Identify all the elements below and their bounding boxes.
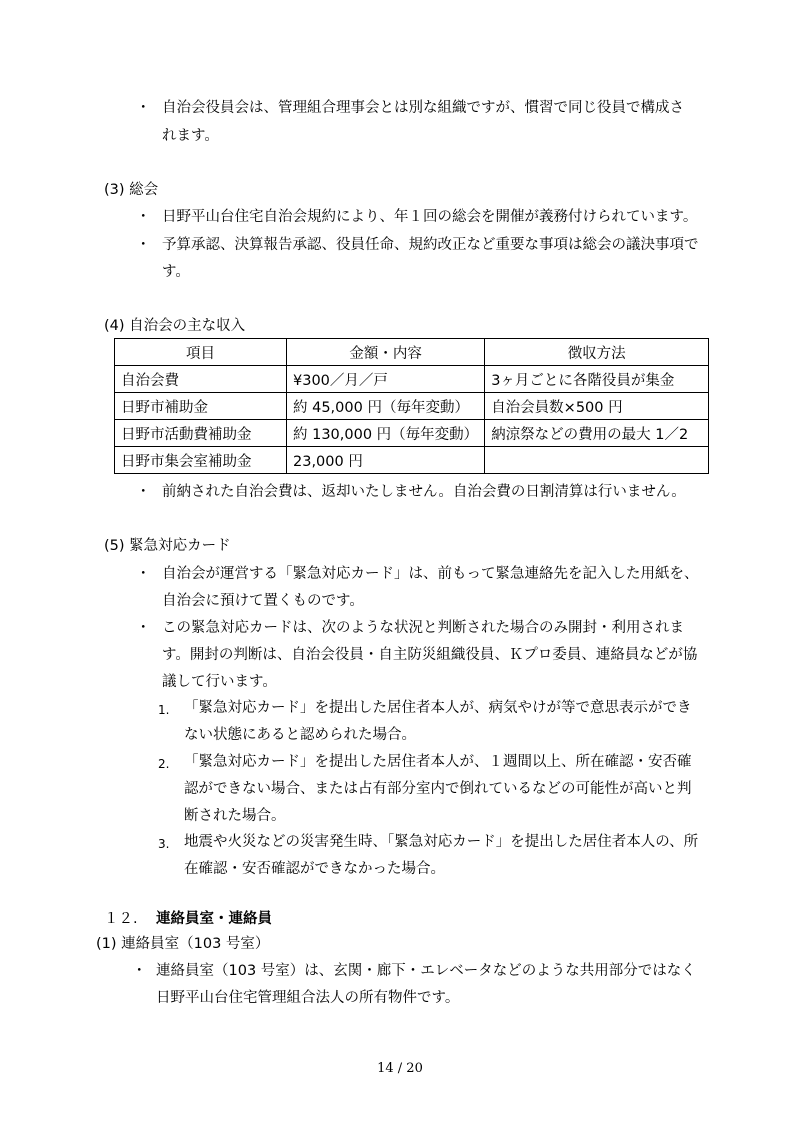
table-cell: 約 130,000 円（毎年変動）: [287, 420, 485, 447]
list-item-1-line-2: ない状態にあると認められた場合。: [184, 727, 416, 743]
table-cell: 日野市集会室補助金: [115, 447, 287, 474]
list-item-3-line-2: 在確認・安否確認ができなかった場合。: [184, 861, 445, 877]
section-3-bullet-1: 日野平山台住宅自治会規約により、年１回の総会を開催が義務付けられています。: [162, 209, 698, 225]
list-item-2-line-2: 認ができない場合、または占有部分室内で倒れているなどの可能性が高いと判: [184, 781, 692, 797]
section-3-heading: (3) 総会: [104, 182, 159, 198]
section-5-heading: (5) 緊急対応カード: [104, 538, 231, 554]
list-item-number: 3.: [158, 837, 170, 851]
bullet-mark: ・: [132, 963, 147, 979]
list-item-2-line-1: 「緊急対応カード」を提出した居住者本人が、１週間以上、所在確認・安否確: [184, 754, 692, 770]
table-row: [115, 366, 709, 393]
section-12-bullet-1-line-1: 連絡員室（103 号室）は、玄関・廊下・エレベータなどのような共用部分ではなく: [156, 963, 696, 979]
table-cell: 納涼祭などの費用の最大 1／2: [485, 420, 709, 447]
income-table-header-amount: 金額・内容: [287, 339, 485, 366]
section-5-bullet-2-line-3: 議して行います。: [162, 674, 277, 690]
table-cell: 23,000 円: [287, 447, 485, 474]
bullet-mark: ・: [136, 237, 151, 253]
income-table-header-item: 項目: [115, 339, 287, 366]
section-3-bullet-2-line-2: す。: [162, 264, 190, 280]
bullet-mark: ・: [136, 100, 151, 116]
section-5-bullet-1-line-2: 自治会に預けて置くものです。: [162, 593, 364, 609]
table-cell: 約 45,000 円（毎年変動）: [287, 393, 485, 420]
list-item-number: 1.: [158, 703, 170, 717]
table-cell: 日野市活動費補助金: [115, 420, 287, 447]
section-4-note: 前納された自治会費は、返却いたしません。自治会費の日割清算は行いません。: [162, 484, 686, 500]
list-item-2-line-3: 断された場合。: [184, 808, 286, 824]
table-cell: [485, 447, 709, 474]
section-12-bullet-1-line-2: 日野平山台住宅管理組合法人の所有物件です。: [156, 990, 460, 1006]
table-row: [115, 393, 709, 420]
income-table-header-row: [115, 339, 709, 366]
table-cell: 日野市補助金: [115, 393, 287, 420]
table-cell: 自治会費: [115, 366, 287, 393]
section-5-bullet-2-line-2: す。開封の判断は、自治会役員・自主防災組織役員、Ｋプロ委員、連絡員などが協: [162, 647, 698, 663]
page-number: 14 / 20: [377, 1061, 423, 1076]
section-4-heading: (4) 自治会の主な収入: [104, 318, 246, 334]
bullet-mark: ・: [136, 620, 151, 636]
section-5-bullet-1-line-1: 自治会が運営する「緊急対応カード」は、前もって緊急連絡先を記入した用紙を、: [162, 566, 699, 582]
table-cell: ¥300／月／戸: [287, 366, 485, 393]
intro-line-1: 自治会役員会は、管理組合理事会とは別な組織ですが、慣習で同じ役員で構成さ: [162, 100, 684, 116]
table-cell: 自治会員数×500 円: [485, 393, 709, 420]
income-table-header-method: 徴収方法: [485, 339, 709, 366]
list-item-3-line-1: 地震や火災などの災害発生時、「緊急対応カード」を提出した居住者本人の、所: [184, 834, 699, 850]
income-table: [114, 338, 709, 474]
section-5-bullet-2-line-1: この緊急対応カードは、次のような状況と判断された場合のみ開封・利用されま: [162, 620, 684, 636]
section-3-bullet-2-line-1: 予算承認、決算報告承認、役員任命、規約改正など重要な事項は総会の議決事項で: [162, 237, 699, 253]
intro-line-2: れます。: [162, 128, 219, 144]
list-item-number: 2.: [158, 757, 170, 771]
section-12-sub-heading: (1) 連絡員室（103 号室）: [96, 936, 270, 952]
table-row: [115, 447, 709, 474]
table-row: [115, 420, 709, 447]
bullet-mark: ・: [136, 484, 151, 500]
bullet-mark: ・: [136, 566, 151, 582]
bullet-mark: ・: [136, 209, 151, 225]
table-cell: 3ヶ月ごとに各階役員が集金: [485, 366, 709, 393]
list-item-1-line-1: 「緊急対応カード」を提出した居住者本人が、病気やけが等で意思表示ができ: [184, 700, 692, 716]
section-12-title: 連絡員室・連絡員: [156, 911, 272, 927]
section-12-number: １２.: [104, 911, 138, 927]
